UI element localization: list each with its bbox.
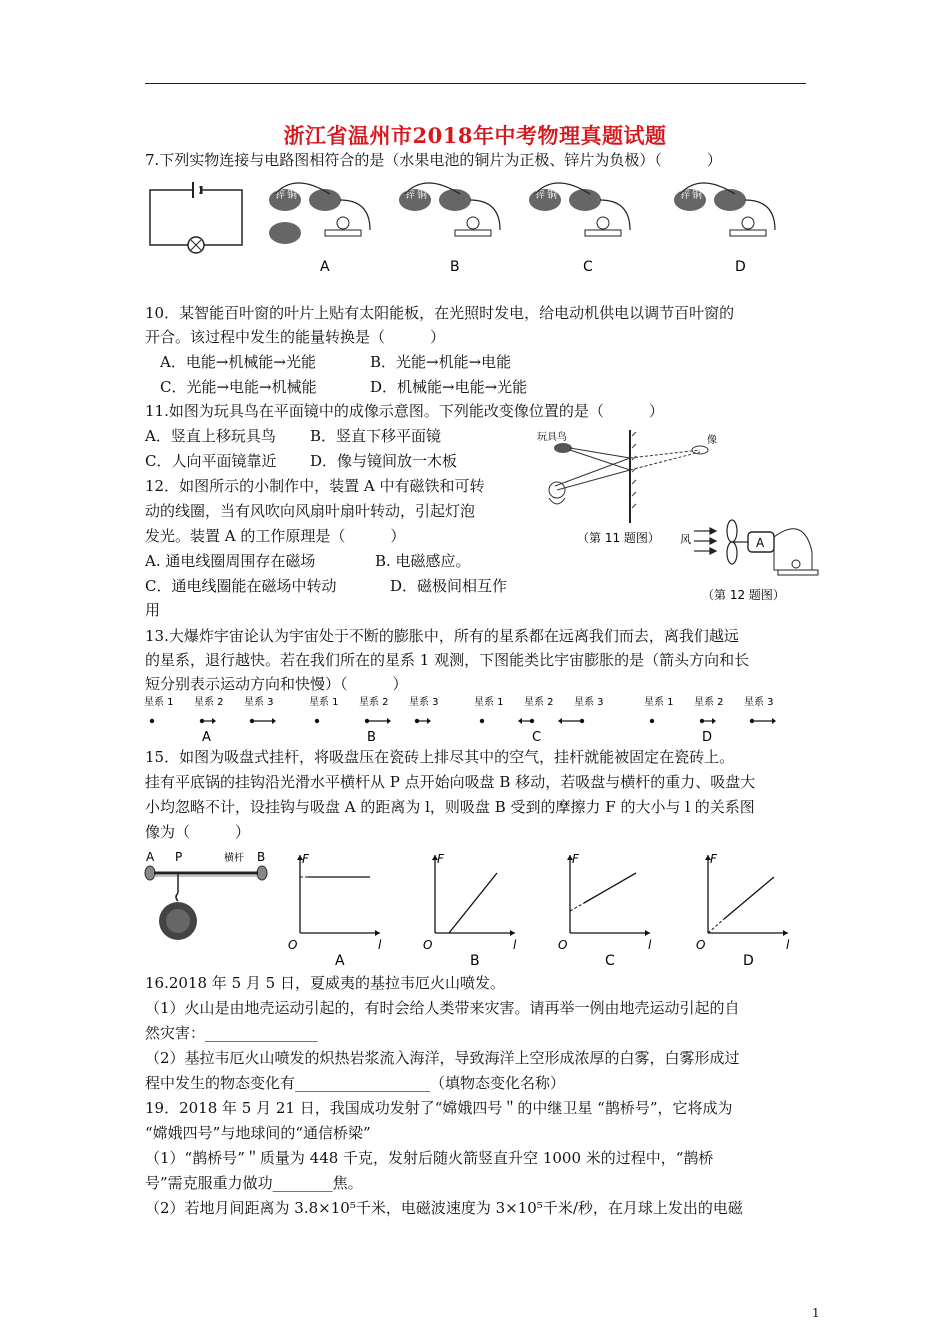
q7-label-a: A: [320, 259, 330, 275]
galaxy-label: 星系 3: [574, 697, 604, 708]
galaxy-label: 星系 2: [359, 697, 389, 708]
q19-line5: （2）若地月间距离为 3.8×10⁵千米，电磁波速度为 3×10⁵千米/秒，在月球上发出的电磁: [145, 1199, 743, 1217]
arrow-head: [387, 718, 391, 724]
q13-option-b: [309, 695, 439, 745]
wire: [470, 200, 500, 230]
q16-line3: 然灾害：_______________: [145, 1024, 318, 1042]
copper-label: 铜: [417, 190, 427, 201]
fruit-icon: [714, 189, 746, 211]
q15-label-d: D: [743, 953, 754, 969]
y-axis-label: F: [572, 852, 579, 866]
q7-label-b: B: [450, 259, 460, 275]
q15-line2: 挂有平底锅的挂钩沿光滑水平横杆从 P 点开始向吸盘 B 移动，若吸盘与横杆的重力、吸盘大: [145, 773, 756, 791]
galaxy-dot: [480, 719, 484, 723]
arrow-head: [427, 718, 431, 724]
q7-figure: [145, 178, 805, 278]
x-axis-arrow: [645, 930, 650, 936]
q11-bird-label: 玩具鸟: [537, 432, 567, 443]
graph-line: [724, 877, 774, 919]
q7-fruit-battery-drawings: [269, 183, 775, 244]
q13-label-a: A: [202, 730, 211, 745]
q16-line5: 程中发生的物态变化有__________________（填物态变化名称）: [145, 1074, 566, 1092]
q15-graph-a: [288, 852, 382, 969]
q12-line2: 动的线圈，当有风吹向风扇叶扇叶转动，引起灯泡: [145, 502, 476, 520]
q15-label-c: C: [605, 953, 615, 969]
x-axis-label: l: [378, 938, 382, 952]
q12-line3: 发光。装置 A 的工作原理是（ ）: [145, 527, 406, 545]
q12-option-c: C．通电线圈能在磁场中转动: [145, 577, 337, 595]
svg-text:A: A: [756, 536, 765, 550]
y-axis-label: F: [710, 852, 717, 866]
galaxy-dot: [650, 719, 654, 723]
q10-option-c: C．光能→电能→机械能: [160, 378, 317, 396]
galaxy-label: 星系 1: [144, 697, 174, 708]
q7-option-a-drawing: [269, 183, 370, 244]
q19-line2: “嫦娥四号”与地球间的“通信桥梁”: [145, 1124, 371, 1142]
copper-label: 铜: [287, 190, 297, 201]
q7-option-c-drawing: [529, 183, 630, 236]
q12-option-a: A. 通电线圈周围存在磁场: [145, 552, 316, 570]
q13-galaxy-panels: [144, 695, 776, 745]
q11-stem: 11.如图为玩具鸟在平面镜中的成像示意图。下列能改变像位置的是（ ）: [145, 402, 664, 420]
q11-toy-bird: [554, 443, 572, 453]
wire: [340, 200, 370, 230]
x-axis-label: l: [513, 938, 517, 952]
arrow-head: [272, 718, 276, 724]
graph-line: [584, 873, 636, 903]
q12-caption: （第 12 题图）: [702, 588, 785, 602]
bulb-icon: [337, 217, 349, 229]
galaxy-label: 星系 3: [244, 697, 274, 708]
wire: [600, 200, 630, 230]
q13-label-c: C: [532, 730, 542, 745]
q10-line2: 开合。该过程中发生的能量转换是（ ）: [145, 328, 446, 346]
q15-graph-c: [558, 852, 652, 969]
galaxy-dot: [315, 719, 319, 723]
q13-line3: 短分别表示运动方向和快慢）（ ）: [145, 675, 408, 693]
graph-line: [449, 873, 497, 933]
svg-text:P: P: [175, 850, 183, 864]
q13-line1: 13.大爆炸宇宙论认为宇宙处于不断的膨胀中，所有的星系都在远离我们而去，离我们越远: [145, 627, 739, 645]
q12-fan: [727, 520, 748, 564]
q15-line4: 像为（ ）: [145, 823, 251, 841]
q12-wind-label: 风: [680, 533, 691, 546]
fruit-icon: [439, 189, 471, 211]
q7-label-c: C: [583, 259, 593, 275]
page-number: 1: [812, 1306, 820, 1320]
q7-option-b-drawing: [399, 183, 500, 236]
svg-text:A: A: [146, 850, 155, 864]
q11-option-b: B．竖直下移平面镜: [310, 427, 442, 445]
q13-option-d: [644, 695, 776, 745]
y-axis-label: F: [437, 852, 444, 866]
fruit-icon: [309, 189, 341, 211]
q15-label-a: A: [335, 953, 345, 969]
bulb-icon: [467, 217, 479, 229]
copper-label: 铜: [692, 190, 702, 201]
q19-line4: 号”需克服重力做功________焦。: [145, 1174, 363, 1192]
arrow-head: [712, 718, 716, 724]
q15-line3: 小均忽略不计，设挂钩与吸盘 A 的距离为 l，则吸盘 B 受到的摩擦力 F 的大小与 l 的关系图: [145, 798, 755, 816]
q19-line3: （1）“鹊桥号”＂质量为 448 千克，发射后随火箭竖直升空 1000 米的过程中，“鹊桥: [145, 1149, 714, 1167]
q7-stem: 7.下列实物连接与电路图相符合的是（水果电池的铜片为正极、锌片为负极）（ ）: [145, 151, 722, 169]
galaxy-label: 星系 1: [644, 697, 674, 708]
zinc-label: 锌: [405, 190, 415, 201]
q10-option-b: B．光能→机能→电能: [370, 353, 512, 371]
q19-line1: 19．2018 年 5 月 21 日，我国成功发射了“嫦娥四号＂的中继卫星 “鹊桥号”，它将成为: [145, 1099, 733, 1117]
q15-graph-d: [696, 852, 790, 969]
fruit-icon: [269, 222, 301, 244]
q15-rod-diagram: [145, 850, 267, 940]
origin-label: O: [696, 938, 706, 952]
x-axis-arrow: [510, 930, 515, 936]
q13-figure: [140, 695, 810, 745]
svg-text:B: B: [257, 850, 266, 864]
x-axis-arrow: [375, 930, 380, 936]
q10-option-a: A．电能→机械能→光能: [160, 353, 316, 371]
q12-option-b: B. 电磁感应。: [375, 552, 471, 570]
lamp-base: [455, 230, 491, 236]
graph-line-dashed: [570, 903, 584, 911]
q16-line4: （2）基拉韦厄火山喷发的炽热岩浆流入海洋，导致海洋上空形成浓厚的白雾，白雾形成过: [145, 1049, 740, 1067]
x-axis-label: l: [648, 938, 652, 952]
q7-label-d: D: [735, 259, 746, 275]
galaxy-dot: [150, 719, 154, 723]
q11-option-a: A．竖直上移玩具鸟: [145, 427, 276, 445]
q16-line1: 16.2018 年 5 月 5 日，夏威夷的基拉韦厄火山喷发。: [145, 974, 505, 992]
q13-line2: 的星系，退行越快。若在我们所在的星系 1 观测，下图能类比宇宙膨胀的是（箭头方向和长: [145, 651, 750, 669]
arrow-head: [558, 718, 562, 724]
q12-option-d-cont: 用: [145, 601, 161, 619]
zinc-label: 锌: [680, 190, 690, 201]
q15-graphs: [288, 852, 790, 969]
q7-circuit-diagram: [150, 182, 242, 253]
q16-line2: （1）火山是由地壳运动引起的，有时会给人类带来灾害。请再举一例由地壳运动引起的自: [145, 999, 740, 1017]
q12-line1: 12．如图所示的小制作中，装置 A 中有磁铁和可转: [145, 477, 485, 495]
copper-label: 铜: [547, 190, 557, 201]
q11-option-c: C．人向平面镜靠近: [145, 452, 277, 470]
q13-label-b: B: [367, 730, 376, 745]
q12-option-d: D．磁极间相互作: [390, 577, 508, 595]
q11-image-label: 像: [707, 435, 717, 446]
galaxy-label: 星系 2: [194, 697, 224, 708]
galaxy-label: 星系 1: [474, 697, 504, 708]
x-axis-arrow: [783, 930, 788, 936]
zinc-label: 锌: [535, 190, 545, 201]
galaxy-label: 星系 1: [309, 697, 339, 708]
q12-figure: [680, 515, 820, 610]
arrow-head: [772, 718, 776, 724]
q15-line1: 15．如图为吸盘式挂杆，将吸盘压在瓷砖上排尽其中的空气，挂杆就能被固定在瓷砖上。: [145, 748, 735, 766]
y-axis-label: F: [302, 852, 309, 866]
bulb-icon: [742, 217, 754, 229]
q11-caption: （第 11 题图）: [577, 531, 660, 545]
graph-line-dashed: [708, 919, 724, 933]
galaxy-label: 星系 2: [524, 697, 554, 708]
galaxy-label: 星系 3: [744, 697, 774, 708]
bulb-icon: [597, 217, 609, 229]
q13-option-a: [144, 695, 276, 745]
q13-label-d: D: [702, 730, 713, 745]
q15-figure: [140, 845, 810, 970]
page-title: 浙江省温州市2018年中考物理真题试题: [283, 123, 667, 148]
lamp-base: [730, 230, 766, 236]
wire: [745, 200, 775, 230]
q13-option-c: [474, 695, 604, 745]
galaxy-label: 星系 3: [409, 697, 439, 708]
q11-option-d: D．像与镜间放一木板: [310, 452, 458, 470]
arrow-head: [212, 718, 216, 724]
x-axis-label: l: [786, 938, 790, 952]
origin-label: O: [558, 938, 568, 952]
q10-option-d: D．机械能→电能→光能: [370, 378, 528, 396]
lamp-base: [325, 230, 361, 236]
origin-label: O: [288, 938, 298, 952]
q7-option-d-drawing: [674, 183, 775, 236]
svg-text:横杆: 横杆: [224, 853, 244, 864]
q15-label-b: B: [470, 953, 480, 969]
q10-line1: 10．某智能百叶窗的叶片上贴有太阳能板，在光照时发电，给电动机供电以调节百叶窗的: [145, 304, 735, 322]
galaxy-label: 星系 2: [694, 697, 724, 708]
arrow-head: [518, 718, 522, 724]
header-rule: [145, 83, 806, 84]
zinc-label: 锌: [275, 190, 285, 201]
lamp-base: [585, 230, 621, 236]
origin-label: O: [423, 938, 433, 952]
q15-graph-b: [423, 852, 517, 969]
fruit-icon: [569, 189, 601, 211]
